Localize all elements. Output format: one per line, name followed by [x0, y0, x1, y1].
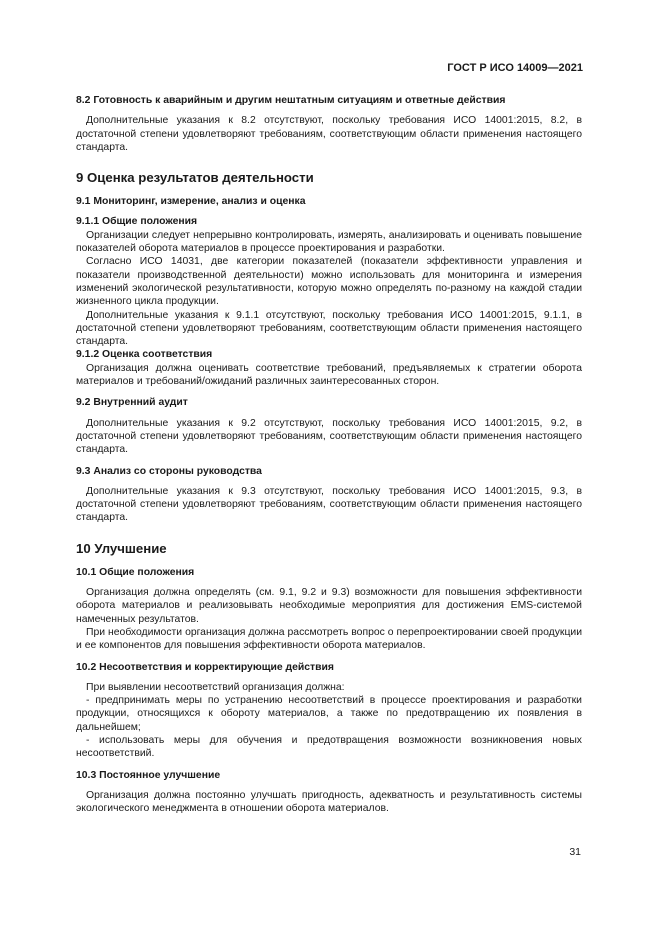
- paragraph: Дополнительные указания к 9.1.1 отсутствуют, поскольку требования ИСО 14001:2015, 9.1.1, в достаточной степени удовлетворяют требованиям, соответствующим области применения настоящего стандарта.: [76, 309, 582, 348]
- section-heading-10-1: 10.1 Общие положения: [76, 566, 195, 578]
- section-heading-9-2: 9.2 Внутренний аудит: [76, 397, 188, 409]
- list-item: - предпринимать меры по устранению несоответствий в процессе проектирования и разработки продукции, относящихся к обороту материалов, а также по предотвращению их появления в дальнейшем;: [76, 695, 582, 733]
- document-header: ГОСТ Р ИСО 14009—2021: [447, 62, 583, 74]
- document-body: [76, 94, 582, 815]
- section-heading-10: 10 Улучшение: [76, 540, 167, 556]
- section-heading-9: 9 Оценка результатов деятельности: [76, 170, 314, 186]
- paragraph: При необходимости организация должна рассмотреть вопрос о перепроектировании своей продукции и ее компонентов для повышения эффективности оборота материалов.: [76, 626, 582, 652]
- list-item: - использовать меры для обучения и предотвращения возможности возникновения новых несоответствий.: [76, 734, 582, 760]
- section-heading-10-2: 10.2 Несоответствия и корректирующие действия: [76, 661, 334, 673]
- paragraph: Дополнительные указания к 8.2 отсутствуют, поскольку требования ИСО 14001:2015, 8.2, в достаточной степени удовлетворяют требованиям, соответствующим области применения настоящего стандарта.: [76, 115, 582, 153]
- paragraph: Дополнительные указания к 9.2 отсутствуют, поскольку требования ИСО 14001:2015, 9.2, в достаточной степени удовлетворяют требованиям, соответствующим области применения настоящего стандарта.: [76, 417, 582, 456]
- section-heading-10-3: 10.3 Постоянное улучшение: [76, 769, 221, 781]
- paragraph: Организация должна определять (см. 9.1, 9.2 и 9.3) возможности для повышения эффективности оборота материалов и реализовывать необходимые мероприятия для достижения EMS-системой намеченных результатов.: [76, 587, 582, 625]
- section-heading-8-2: 8.2 Готовность к аварийным и другим нештатным ситуациям и ответные действия: [76, 95, 506, 106]
- section-heading-9-1: 9.1 Мониторинг, измерение, анализ и оценка: [76, 196, 306, 208]
- paragraph: Дополнительные указания к 9.3 отсутствуют, поскольку требования ИСО 14001:2015, 9.3, в достаточной степени удовлетворяют требованиям, соответствующим области применения настоящего стандарта.: [76, 485, 582, 524]
- paragraph: Организации следует непрерывно контролировать, измерять, анализировать и оценивать повышение показателей оборота материалов в процессе проектирования и разработки.: [76, 229, 582, 255]
- page-number: 31: [569, 846, 581, 858]
- paragraph: Согласно ИСО 14031, две категории показателей (показатели эффективности управления и показатели производственной деятельности) можно использовать для мониторинга и измерения изменений экологической результативности, которую можно определять по-разному на каждой стадии жизненного цикла продукции.: [76, 256, 582, 308]
- paragraph: При выявлении несоответствий организация должна:: [86, 681, 345, 693]
- paragraph: Организация должна постоянно улучшать пригодность, адекватность и результативность системы экологического менеджмента в отношении оборота материалов.: [76, 789, 582, 815]
- section-heading-9-1-1: 9.1.1 Общие положения: [76, 216, 198, 228]
- paragraph: Организация должна оценивать соответствие требований, предъявляемых к стратегии оборота материалов и требований/ожиданий различных заинтересованных сторон.: [76, 362, 582, 388]
- section-heading-9-1-2: 9.1.2 Оценка соответствия: [76, 349, 213, 361]
- section-heading-9-3: 9.3 Анализ со стороны руководства: [76, 465, 262, 477]
